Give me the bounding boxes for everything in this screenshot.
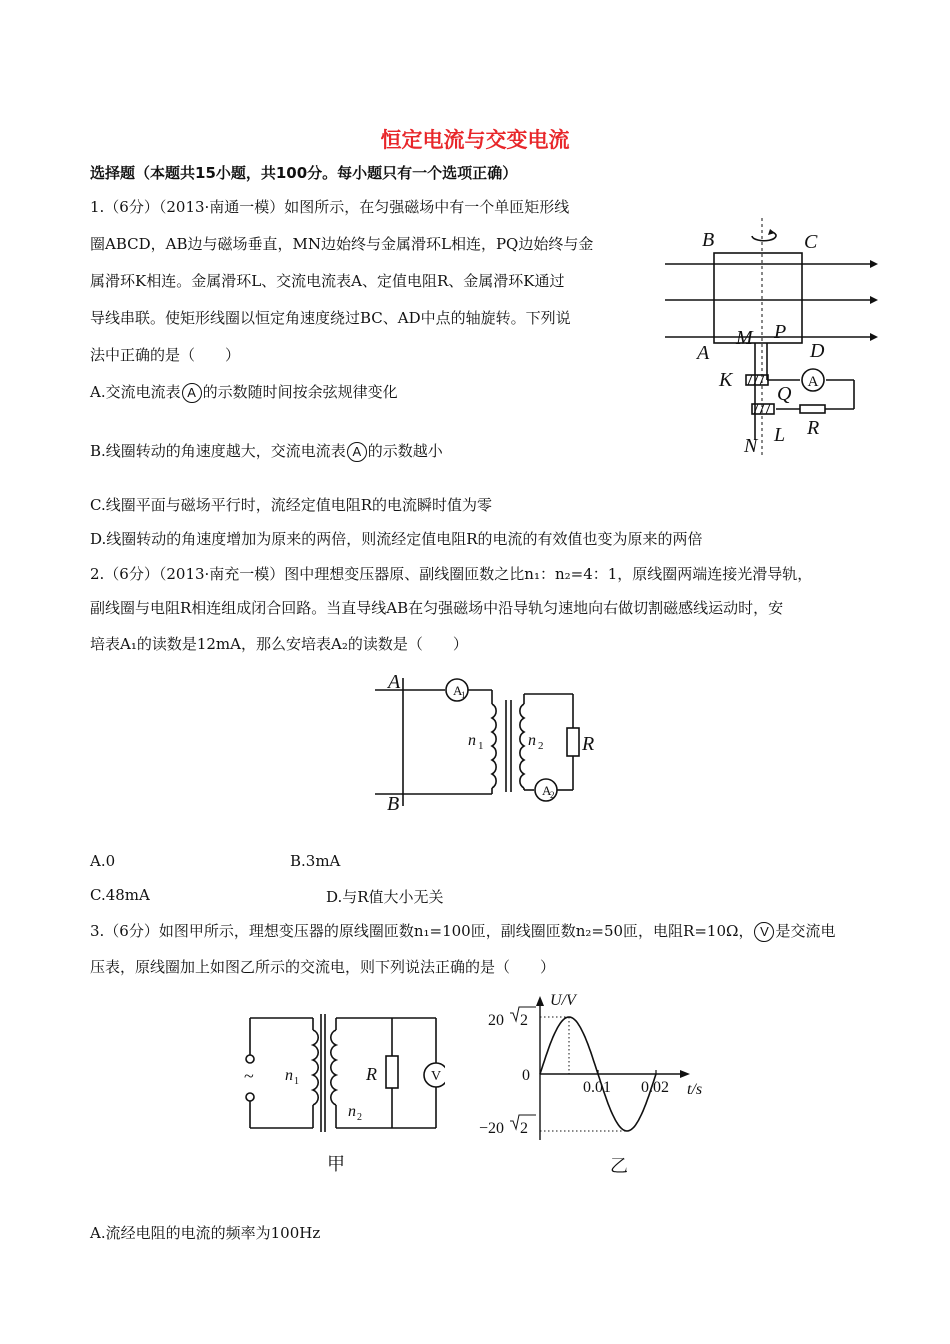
q3-line-2: 压表，原线圈加上如图乙所示的交流电，则下列说法正确的是（ ） — [90, 958, 556, 976]
q3-line-1 — [90, 920, 835, 942]
q1-option-a-pre: A.交流电流表 — [90, 383, 181, 401]
q2-line-1: 2.（6分）（2013·南充一模）图中理想变压器原、副线圈匝数之比n₁：n₂=4：1，原线圈两端连接光滑导轨， — [90, 565, 813, 583]
ac-source-symbol: ~ — [244, 1066, 254, 1086]
label-n1: n — [468, 732, 476, 749]
label-n1-sub: 1 — [478, 740, 484, 752]
x-tick-label: 0.01 — [583, 1079, 611, 1096]
q1-line-4: 导线串联。使矩形线圈以恒定角速度绕过BC、AD中点的轴旋转。下列说 — [90, 309, 571, 327]
data-point — [641, 1114, 642, 1115]
q2-transformer-figure — [370, 664, 600, 814]
label-P: P — [774, 321, 787, 343]
label-R: R — [582, 733, 595, 755]
label-n1: n — [285, 1067, 293, 1084]
q1-option-d: D.线圈转动的角速度增加为原来的两倍，则流经定值电阻R的电流的有效值也变为原来的两倍 — [90, 530, 703, 548]
q1-option-b-pre: B.线圈转动的角速度越大，交流电流表 — [90, 442, 346, 460]
ammeter-label: A — [807, 374, 819, 390]
q2-option-b: B.3mA — [290, 852, 341, 870]
fig-yi-caption: 乙 — [610, 1156, 628, 1177]
q1-line-1: 1.（6分）（2013·南通一模）如图所示，在匀强磁场中有一个单匝矩形线 — [90, 198, 570, 216]
q3-line-1-pre: 3.（6分）如图甲所示，理想变压器的原线圈匝数n₁=100匝，副线圈匝数n₂=50匝，电阻R=10Ω， — [90, 922, 754, 940]
data-point — [554, 1033, 555, 1034]
y-tick-sqrt-neg: 2 — [520, 1120, 528, 1137]
ammeter-a1-label: A — [453, 683, 463, 698]
x-axis-label: t/s — [687, 1081, 703, 1098]
label-L: L — [774, 424, 786, 446]
y-tick-label-neg: −20 — [479, 1120, 505, 1137]
y-tick-label-pos: 20 — [488, 1012, 504, 1029]
voltmeter-icon: V — [754, 922, 774, 942]
label-B: B — [702, 229, 715, 251]
label-M: M — [736, 327, 753, 349]
data-point — [612, 1114, 613, 1115]
data-point — [539, 1073, 540, 1074]
q2-option-c: C.48mA — [90, 886, 150, 904]
q1-option-c: C.线圈平面与磁场平行时，流经定值电阻R的电流瞬时值为零 — [90, 496, 493, 514]
fig-jia-caption: 甲 — [327, 1154, 345, 1175]
label-R: R — [807, 417, 820, 439]
q1-line-5: 法中正确的是（ ） — [90, 346, 241, 364]
ammeter-a2-sub: 2 — [550, 790, 555, 800]
label-Q: Q — [777, 383, 792, 405]
label-n2-sub: 2 — [357, 1112, 362, 1123]
y-axis-label: U/V — [550, 992, 576, 1009]
origin-label: 0 — [522, 1067, 530, 1084]
y-tick-sqrt-pos: 2 — [520, 1012, 528, 1029]
q1-coil-figure — [660, 212, 880, 460]
voltmeter-label: V — [430, 1069, 442, 1084]
q1-line-2: 圈ABCD，AB边与磁场垂直，MN边始终与金属滑环L相连，PQ边始终与金 — [90, 235, 594, 253]
label-B: B — [387, 793, 400, 814]
label-n2-sub: 2 — [538, 740, 544, 752]
q1-option-a-post: 的示数随时间按余弦规律变化 — [202, 383, 398, 401]
q3-fig-jia-circuit — [240, 1010, 445, 1135]
q2-option-a: A.0 — [90, 852, 116, 870]
x-tick-label: 0.02 — [641, 1079, 669, 1096]
q2-line-2: 副线圈与电阻R相连组成闭合回路。当直导线AB在匀强磁场中沿导轨匀速地向右做切割磁感线运动时，安 — [90, 599, 784, 617]
label-n1-sub: 1 — [294, 1076, 299, 1087]
q2-line-3: 培表A₁的读数是12mA，那么安培表A₂的读数是（ ） — [90, 635, 468, 653]
q1-option-b — [90, 440, 443, 462]
ammeter-a1-sub: 1 — [461, 690, 466, 700]
label-n2: n — [348, 1103, 356, 1120]
label-N: N — [744, 435, 758, 457]
ammeter-a2-label: A — [542, 783, 552, 798]
q1-option-a — [90, 381, 398, 403]
label-D: D — [810, 340, 825, 362]
q3-line-1-post: 是交流电 — [775, 922, 836, 940]
label-R: R — [366, 1064, 377, 1084]
data-point — [583, 1033, 584, 1034]
section-heading: 选择题（本题共15小题，共100分。每小题只有一个选项正确） — [90, 164, 518, 182]
ammeter-icon: A — [347, 442, 367, 462]
label-n2: n — [528, 732, 536, 749]
q3-voltage-chart — [470, 990, 715, 1140]
label-A: A — [388, 671, 401, 693]
q1-option-b-post: 的示数越小 — [367, 442, 443, 460]
label-K: K — [719, 369, 733, 391]
page-title: 恒定电流与交变电流 — [380, 128, 570, 152]
q1-line-3: 属滑环K相连。金属滑环L、交流电流表A、定值电阻R、金属滑环K通过 — [90, 272, 565, 290]
label-A: A — [697, 342, 710, 364]
q2-option-d: D.与R值大小无关 — [326, 888, 444, 906]
label-C: C — [804, 231, 818, 253]
q3-option-a: A.流经电阻的电流的频率为100Hz — [90, 1224, 321, 1242]
ammeter-icon: A — [182, 383, 202, 403]
